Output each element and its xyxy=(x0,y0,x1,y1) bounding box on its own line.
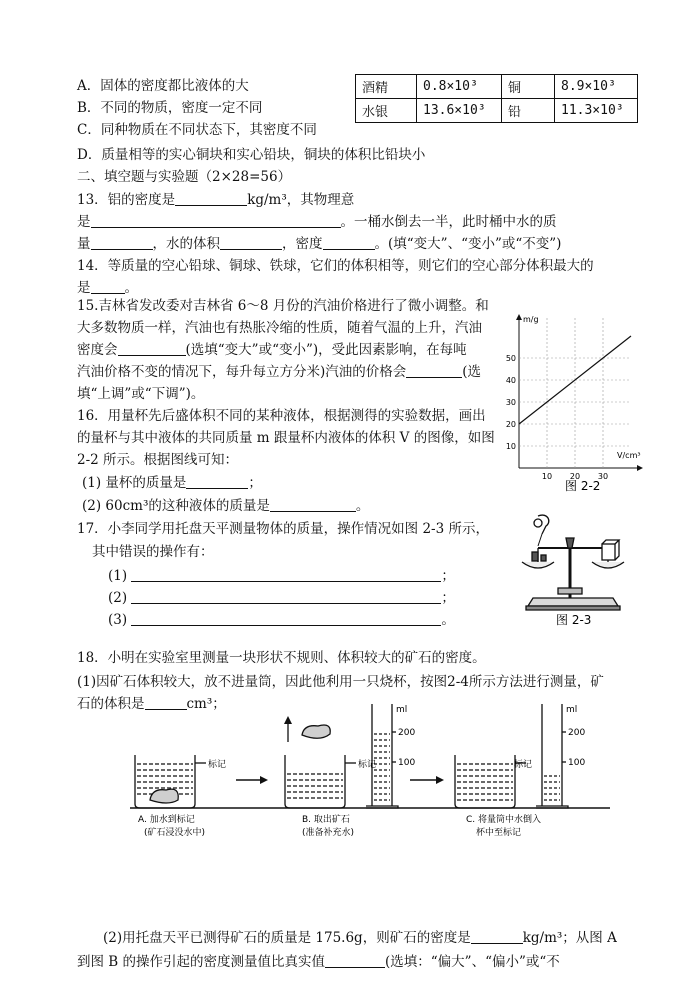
text: ； xyxy=(441,590,455,606)
step-c-label: C. 将量筒中水倒入 xyxy=(466,815,542,825)
text: 是 xyxy=(77,214,91,230)
table-cell: 水银 xyxy=(356,99,417,123)
chart-plot xyxy=(506,314,643,481)
text: 石的体积是 xyxy=(77,696,145,712)
answer-blank[interactable] xyxy=(91,235,153,250)
arrow-head-icon xyxy=(436,776,444,784)
text: (1) xyxy=(108,568,128,584)
y-tick-label: 50 xyxy=(505,354,516,363)
table-cell: 0.8×10³ xyxy=(417,75,502,99)
y-axis-arrow xyxy=(516,314,522,320)
question-18-line-2: (1)因矿石体积较大，放不进量筒，因此他利用一只烧杯，按图2-4所示方法进行测量，矿 xyxy=(77,674,604,690)
answer-blank[interactable] xyxy=(220,235,282,250)
table-cell: 酒精 xyxy=(356,75,417,99)
table-cell: 8.9×10³ xyxy=(555,75,638,99)
answer-blank[interactable] xyxy=(325,953,385,968)
text: 到图 B 的操作引起的密度测量值比真实值 xyxy=(77,954,326,970)
arrow-head-icon xyxy=(260,776,268,784)
text: 。 xyxy=(355,498,370,514)
question-16-line-2: 的量杯与其中液体的共同质量 m 跟量杯内液体的体积 V 的图像，如图 xyxy=(77,430,495,446)
table-cell: 13.6×10³ xyxy=(417,99,502,123)
question-17-line-2: 其中错误的操作有： xyxy=(92,544,214,560)
text: 。 xyxy=(441,612,455,628)
scale-label: 100 xyxy=(398,758,416,768)
question-16-line-1: 16．用量杯先后盛体积不同的某种液体，根据测得的实验数据，画出 xyxy=(77,408,486,424)
text: 13．铝的密度是 xyxy=(77,192,176,208)
question-17-item-1 xyxy=(108,566,455,586)
beaker-a-icon xyxy=(135,755,206,808)
y-tick-label: 10 xyxy=(505,442,516,451)
y-tick-label: 20 xyxy=(505,420,516,429)
text: ，密度 xyxy=(282,236,323,252)
y-axis-label: m/g xyxy=(523,315,539,324)
text: ； xyxy=(248,475,262,491)
text: ，水的体积 xyxy=(152,236,220,252)
text: (2) 60cm³的这种液体的质量是 xyxy=(82,498,270,514)
text: cm³； xyxy=(186,696,226,712)
step-c-note: 杯中至标记 xyxy=(476,828,522,838)
answer-blank[interactable] xyxy=(118,341,186,356)
text: (选填“变大”或“变小”)，受此因素影响，在每吨 xyxy=(185,342,467,358)
text: 量 xyxy=(77,236,91,252)
question-16-sub-1 xyxy=(82,473,262,493)
section-heading: 二、填空题与实验题（2×28=56） xyxy=(77,169,292,185)
answer-blank[interactable] xyxy=(175,191,247,206)
answer-blank[interactable] xyxy=(91,279,125,294)
answer-blank[interactable] xyxy=(471,929,523,944)
question-18-line-5 xyxy=(77,952,560,972)
text: (1) 量杯的质量是 xyxy=(82,475,187,491)
question-13-line-2 xyxy=(77,212,557,232)
answer-blank[interactable] xyxy=(186,474,248,489)
text: kg/m³；从图 A xyxy=(522,930,617,946)
text: 。 xyxy=(124,280,138,296)
text: (2) xyxy=(108,590,128,606)
option-d: D．质量相等的实心铜块和实心铅块，铜块的体积比铅块小 xyxy=(77,147,426,163)
question-17-item-3 xyxy=(108,610,455,630)
question-14-line-1: 14．等质量的空心铅球、铜球、铁球，它们的体积相等，则它们的空心部分体积最大的 xyxy=(77,258,594,274)
text: 是 xyxy=(77,280,91,296)
ml-label: ml xyxy=(396,705,408,715)
beaker-b-icon xyxy=(285,722,356,808)
step-a-label: A. 加水到标记 xyxy=(138,815,195,825)
figure-2-3-balance xyxy=(508,508,638,628)
question-15-line-5: 填“上调”或“下调”)。 xyxy=(77,386,205,402)
step-a-note: (矿石浸没水中) xyxy=(144,828,206,838)
answer-blank[interactable] xyxy=(131,611,441,626)
text: 汽油价格不变的情况下，每升每立方分米)汽油的价格会 xyxy=(77,364,407,380)
y-tick-label: 30 xyxy=(505,398,516,407)
question-17-item-2 xyxy=(108,588,455,608)
scale-label: 200 xyxy=(568,728,586,738)
table-row xyxy=(356,75,638,99)
question-18-line-4 xyxy=(103,928,617,948)
question-16-line-3: 2-2 所示。根据图线可知： xyxy=(77,452,239,468)
question-14-line-2 xyxy=(77,278,138,298)
ml-label: ml xyxy=(566,705,578,715)
question-17-line-1: 17．小李同学用托盘天平测量物体的质量，操作情况如图 2-3 所示， xyxy=(77,521,489,537)
text: (选 xyxy=(462,364,482,380)
text: 密度会 xyxy=(77,342,118,358)
figure-2-2-chart xyxy=(505,312,665,497)
figure-caption: 图 2-2 xyxy=(565,479,601,493)
table-cell: 铅 xyxy=(502,99,555,123)
mark-label: 标记 xyxy=(358,760,377,770)
question-13-line-1 xyxy=(77,190,354,210)
table-cell: 11.3×10³ xyxy=(555,99,638,123)
question-18-line-1: 18．小明在实验室里测量一块形状不规则、体积较大的矿石的密度。 xyxy=(77,650,486,666)
arrow-up-icon xyxy=(284,716,292,724)
option-b: B．不同的物质，密度一定不同 xyxy=(77,100,263,116)
question-16-sub-2 xyxy=(82,496,369,516)
figure-caption: 图 2-3 xyxy=(556,613,592,627)
text: 。一桶水倒去一半，此时桶中水的质 xyxy=(340,214,557,230)
text: (3) xyxy=(108,612,128,628)
x-axis-arrow xyxy=(637,465,643,471)
text: 。(填“变大”、“变小”或“不变”) xyxy=(374,236,562,252)
x-tick-label: 20 xyxy=(569,472,581,481)
mark-label: 标记 xyxy=(514,760,533,770)
measuring-cylinder-icon xyxy=(366,704,398,808)
text: (2)用托盘天平已测得矿石的质量是 175.6g，则矿石的密度是 xyxy=(103,930,471,946)
figure-2-4-apparatus xyxy=(110,700,630,840)
y-tick-label: 40 xyxy=(505,376,516,385)
scale-label: 200 xyxy=(398,728,416,738)
step-b-label: B. 取出矿石 xyxy=(302,815,350,825)
answer-blank[interactable] xyxy=(131,567,441,582)
answer-blank[interactable] xyxy=(131,589,441,604)
x-tick-label: 10 xyxy=(541,472,553,481)
answer-blank[interactable] xyxy=(406,363,462,378)
mark-label: 标记 xyxy=(208,760,227,770)
x-tick-label: 30 xyxy=(597,472,609,481)
question-15-line-1: 15.吉林省发改委对吉林省 6～8 月份的汽油价格进行了微小调整。和 xyxy=(77,298,489,314)
option-a: A．固体的密度都比液体的大 xyxy=(77,78,249,94)
density-table xyxy=(355,74,638,123)
answer-blank[interactable] xyxy=(91,213,341,228)
balance-scale-icon xyxy=(522,515,624,610)
measuring-cylinder-icon xyxy=(536,704,568,808)
text: ； xyxy=(441,568,455,584)
text: (选填：“偏大”、“偏小”或“不 xyxy=(385,954,560,970)
x-axis-label: V/cm³ xyxy=(617,451,641,460)
step-b-note: (准备补充水) xyxy=(302,828,355,838)
table-row xyxy=(356,99,638,123)
option-c: C．同种物质在不同状态下，其密度不同 xyxy=(77,122,317,138)
answer-blank[interactable] xyxy=(323,235,375,250)
question-15-line-3 xyxy=(77,340,467,360)
question-15-line-2: 大多数物质一样，汽油也有热胀冷缩的性质，随着气温的上升，汽油 xyxy=(77,320,482,336)
question-15-line-4 xyxy=(77,362,481,382)
question-13-line-3 xyxy=(77,234,561,254)
answer-blank[interactable] xyxy=(270,497,356,512)
table-cell: 铜 xyxy=(502,75,555,99)
scale-label: 100 xyxy=(568,758,586,768)
text: kg/m³，其物理意 xyxy=(247,192,355,208)
